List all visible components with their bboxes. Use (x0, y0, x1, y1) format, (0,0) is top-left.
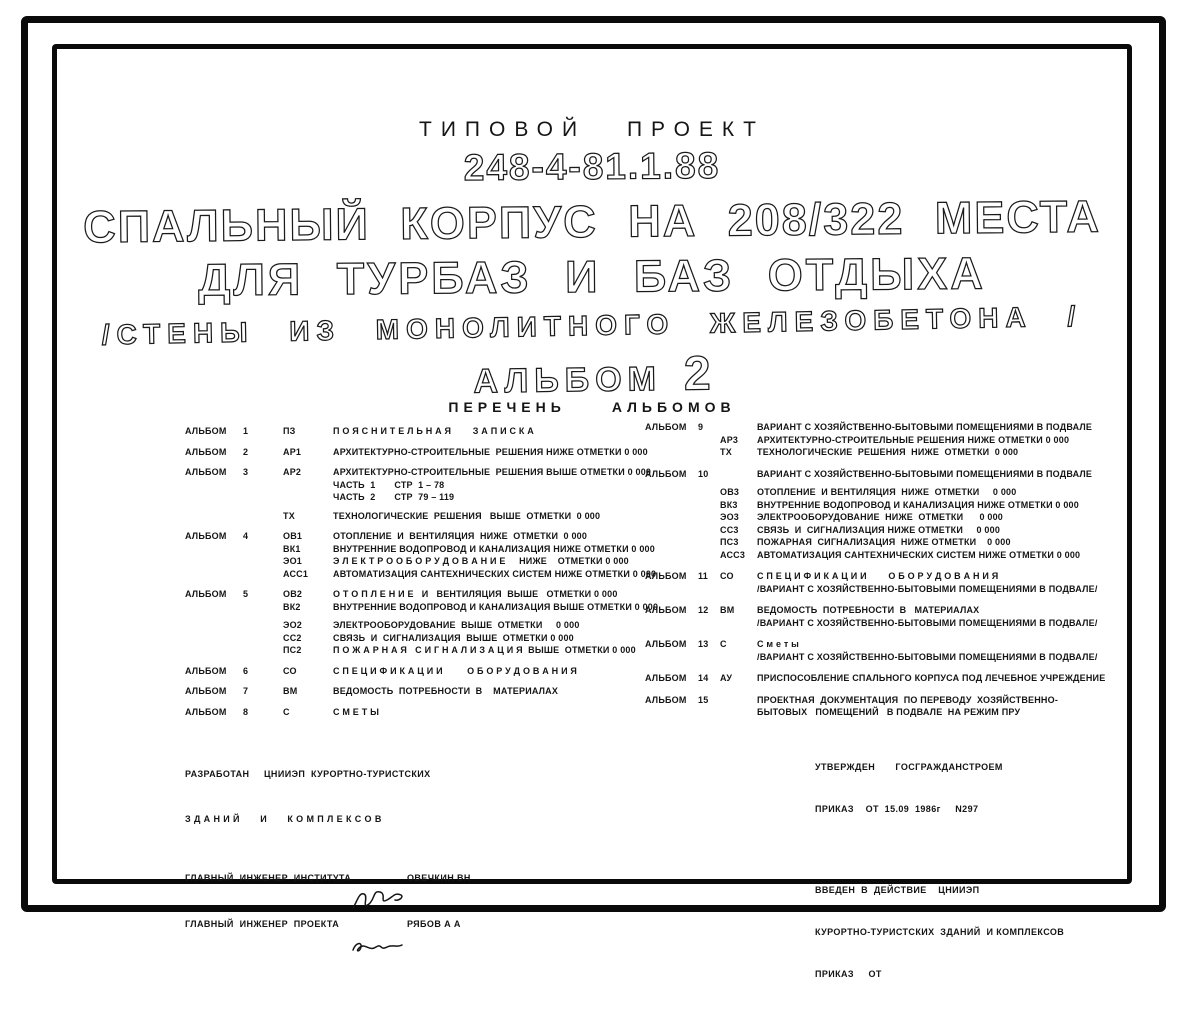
album-description: ВАРИАНТ С ХОЗЯЙСТВЕННО-БЫТОВЫМИ ПОМЕЩЕНИЯМИ В ПОДВАЛЕ (757, 468, 1093, 479)
album-row (645, 570, 1097, 583)
album-label: АЛЬБОМ (185, 446, 227, 457)
album-number: 7 (243, 686, 249, 696)
album-row (185, 543, 655, 556)
album-label: АЛЬБОМ (185, 467, 227, 477)
album-entry-2 (185, 446, 648, 459)
album-row (645, 617, 1097, 630)
album-description: С П Е Ц И Ф И К А Ц И И О Б О Р У Д О В А Н И Я (757, 571, 999, 581)
album-label: АЛЬБОМ (185, 589, 227, 599)
album-description: ПОЖАРНАЯ СИГНАЛИЗАЦИЯ НИЖЕ ОТМЕТКИ 0 000 (757, 537, 1011, 547)
album-description: П О Я С Н И Т Е Л Ь Н А Я З А П И С К А (333, 426, 534, 436)
title-line-1: СПАЛЬНЫЙ КОРПУС НА 208/322 МЕСТА (82, 190, 1102, 253)
album-number: 15 (698, 694, 709, 705)
album-code: АСС1 (283, 568, 309, 579)
album-row (185, 665, 617, 678)
approval-block (815, 732, 1064, 1009)
album-code: ВМ (283, 686, 298, 696)
album-row (645, 421, 1097, 434)
album-row (185, 510, 617, 523)
album-row (645, 434, 1097, 447)
album-row (645, 511, 1097, 524)
album-code: ЭО3 (720, 512, 740, 522)
album-label: АЛЬБОМ (185, 706, 227, 717)
chief-engineer-project-name: РЯБОВ А А (407, 918, 461, 929)
album-description: /ВАРИАНТ С ХОЗЯЙСТВЕННО-БЫТОВЫМИ ПОМЕЩЕНИЯМИ В ПОДВАЛЕ/ (757, 583, 1098, 594)
albums-list-heading (0, 399, 1184, 415)
album-number: 4 (243, 531, 249, 541)
album-number: 14 (698, 673, 709, 683)
album-entry-3 (185, 466, 652, 522)
album-description: АРХИТЕКТУРНО-СТРОИТЕЛЬНЫЕ РЕШЕНИЯ ВЫШЕ ОТМЕТКИ 0 000 (333, 467, 652, 477)
album-row (185, 588, 617, 601)
list-heading-word-2: АЛЬБОМОВ (611, 399, 736, 415)
album-description: П О Ж А Р Н А Я С И Г Н А Л И З А Ц И Я ВЫШЕ ОТМЕТКИ 0 000 (333, 645, 636, 655)
subtitle: /СТЕНЫ ИЗ МОНОЛИТНОГО ЖЕЛЕЗОБЕТОНА / (101, 300, 1083, 351)
album-number: 1 (243, 426, 249, 436)
album-number: 11 (698, 571, 708, 581)
album-entry-9 (645, 421, 1097, 459)
album-row (185, 568, 657, 581)
album-code: ПС2 (283, 645, 302, 655)
album-description: ПРИСПОСОБЛЕНИЕ СПАЛЬНОГО КОРПУСА ПОД ЛЕЧЕБНОЕ УЧРЕЖДЕНИЕ (757, 673, 1106, 683)
album-entry-15 (645, 694, 1097, 719)
album-code: АУ (720, 673, 733, 683)
album-entry-6 (185, 665, 617, 678)
album-row (645, 499, 1097, 512)
album-description: ТЕХНОЛОГИЧЕСКИЕ РЕШЕНИЯ НИЖЕ ОТМЕТКИ 0 000 (757, 447, 1019, 457)
album-heading-number: 2 (683, 347, 711, 401)
album-code: ОВ1 (283, 531, 303, 541)
title-line-2: ДЛЯ ТУРБАЗ И БАЗ ОТДЫХА (198, 247, 986, 306)
album-label: АЛЬБОМ (645, 605, 687, 615)
album-row (185, 601, 659, 614)
album-entry-12 (645, 604, 1097, 629)
approval-gap (815, 844, 1064, 855)
album-code: ВМ (720, 605, 735, 615)
album-code: АР1 (283, 446, 302, 457)
albums-column-right (645, 421, 1106, 728)
approval-line-4: КУРОРТНО-ТУРИСТСКИХ ЗДАНИЙ И КОМПЛЕКСОВ (815, 927, 1065, 937)
document-type-label: ТИПОВОЙ ПРОЕКТ (419, 118, 765, 141)
album-number: 6 (243, 665, 249, 676)
album-description: /ВАРИАНТ С ХОЗЯЙСТВЕННО-БЫТОВЫМИ ПОМЕЩЕНИЯМИ В ПОДВАЛЕ/ (757, 651, 1098, 662)
album-entry-8 (185, 706, 617, 719)
album-description: ВАРИАНТ С ХОЗЯЙСТВЕННО-БЫТОВЫМИ ПОМЕЩЕНИЯМИ В ПОДВАЛЕ (757, 422, 1093, 432)
album-entry-7 (185, 685, 617, 698)
album-description: С П Е Ц И Ф И К А Ц И И О Б О Р У Д О В А Н И Я (333, 665, 578, 676)
album-code: ВК3 (720, 499, 738, 510)
album-description: С м е т ы (757, 639, 800, 649)
album-description: О Т О П Л Е Н И Е И ВЕНТИЛЯЦИЯ ВЫШЕ ОТМЕТКИ 0 000 (333, 589, 618, 599)
album-code: ЭО2 (283, 620, 303, 630)
album-row (185, 632, 617, 645)
album-row (645, 468, 1097, 481)
album-description: АРХИТЕКТУРНО-СТРОИТЕЛЬНЫЕ РЕШЕНИЯ НИЖЕ ОТМЕТКИ 0 000 (757, 434, 1070, 445)
album-row (645, 638, 1097, 651)
album-description: ЭЛЕКТРООБОРУДОВАНИЕ ВЫШЕ ОТМЕТКИ 0 000 (333, 620, 580, 630)
album-label: АЛЬБОМ (645, 571, 687, 581)
album-row (645, 651, 1097, 664)
signature-ovechkin-icon (349, 858, 407, 884)
signature-ryabov-icon (349, 904, 407, 930)
album-code: ПС3 (720, 537, 739, 547)
album-row (645, 583, 1097, 596)
album-description: С М Е Т Ы (333, 706, 380, 717)
album-row (645, 549, 1097, 562)
album-description: /ВАРИАНТ С ХОЗЯЙСТВЕННО-БЫТОВЫМИ ПОМЕЩЕНИЯМИ В ПОДВАЛЕ/ (757, 617, 1098, 628)
album-label: АЛЬБОМ (645, 422, 687, 432)
album-row (185, 685, 617, 698)
album-code: ВК1 (283, 543, 301, 554)
album-label: АЛЬБОМ (645, 673, 687, 683)
album-number: 5 (243, 589, 249, 599)
project-number: 248-4-81.1.88 (463, 144, 721, 189)
album-row (645, 672, 1106, 685)
album-code: АР3 (720, 434, 739, 445)
album-row (645, 524, 1097, 537)
album-row (185, 706, 617, 719)
album-entry-13 (645, 638, 1097, 663)
album-label: АЛЬБОМ (185, 686, 227, 696)
album-description: ЧАСТЬ 1 СТР 1 – 78 (333, 479, 445, 490)
album-row (185, 466, 652, 479)
album-description: ЧАСТЬ 2 СТР 79 – 119 (333, 492, 455, 502)
album-row (645, 694, 1097, 707)
album-code: ОВ3 (720, 487, 740, 497)
album-label: АЛЬБОМ (185, 531, 227, 541)
album-description: ВНУТРЕННИЕ ВОДОПРОВОД И КАНАЛИЗАЦИЯ НИЖЕ ОТМЕТКИ 0 000 (757, 499, 1079, 510)
album-row (645, 486, 1097, 499)
album-row (185, 425, 617, 438)
album-entry-14 (645, 672, 1106, 685)
album-label: АЛЬБОМ (185, 426, 227, 436)
album-code: ТХ (720, 447, 732, 457)
developer-line-2: З Д А Н И Й И К О М П Л Е К С О В (185, 814, 382, 824)
album-description: ВНУТРЕННИЕ ВОДОПРОВОД И КАНАЛИЗАЦИЯ ВЫШЕ ОТМЕТКИ 0 000 (333, 601, 659, 612)
album-code: ВК2 (283, 601, 301, 612)
list-heading-word-1: ПЕРЕЧЕНЬ (448, 399, 566, 415)
album-description: ОТОПЛЕНИЕ И ВЕНТИЛЯЦИЯ НИЖЕ ОТМЕТКИ 0 000 (333, 531, 588, 541)
album-entry-11 (645, 570, 1097, 595)
album-description: АРХИТЕКТУРНО-СТРОИТЕЛЬНЫЕ РЕШЕНИЯ НИЖЕ ОТМЕТКИ 0 000 (333, 446, 648, 457)
album-entry-1 (185, 425, 617, 438)
album-row (645, 446, 1097, 459)
approval-line-3: ВВЕДЕН В ДЕЙСТВИЕ ЦНИИЭП (815, 885, 980, 895)
album-label: АЛЬБОМ (645, 639, 687, 649)
album-number: 12 (698, 605, 709, 615)
album-row (185, 491, 617, 504)
album-row (185, 530, 617, 543)
album-description: ПРОЕКТНАЯ ДОКУМЕНТАЦИЯ ПО ПЕРЕВОДУ ХОЗЯЙСТВЕННО- (757, 694, 1059, 705)
album-label: АЛЬБОМ (185, 665, 227, 676)
chief-engineer-institute-row (185, 870, 471, 886)
album-code: СО (720, 571, 734, 581)
album-row (185, 446, 648, 459)
album-row (185, 619, 617, 632)
album-row (645, 706, 1097, 719)
album-description: ВНУТРЕННИЕ ВОДОПРОВОД И КАНАЛИЗАЦИЯ НИЖЕ ОТМЕТКИ 0 000 (333, 543, 655, 554)
album-code: АР2 (283, 467, 302, 477)
album-description: СВЯЗЬ И СИГНАЛИЗАЦИЯ НИЖЕ ОТМЕТКИ 0 000 (757, 524, 1001, 535)
chief-engineer-project-label: ГЛАВНЫЙ ИНЖЕНЕР ПРОЕКТА (185, 918, 340, 929)
developer-block (185, 737, 471, 962)
album-description: ТЕХНОЛОГИЧЕСКИЕ РЕШЕНИЯ ВЫШЕ ОТМЕТКИ 0 000 (333, 510, 601, 521)
chief-engineer-project-row (185, 916, 471, 932)
album-code: АСС3 (720, 549, 746, 560)
album-code: С (720, 639, 727, 649)
album-entry-5 (185, 588, 659, 657)
album-label: АЛЬБОМ (645, 468, 687, 479)
album-code: С (283, 706, 290, 717)
chief-engineer-institute-label: ГЛАВНЫЙ ИНЖЕНЕР ИНСТИТУТА (185, 872, 352, 883)
album-entry-10 (645, 468, 1097, 562)
album-code: СС2 (283, 632, 302, 643)
album-code: ТХ (283, 510, 295, 521)
album-description: АВТОМАТИЗАЦИЯ САНТЕХНИЧЕСКИХ СИСТЕМ НИЖЕ ОТМЕТКИ 0 000 (333, 568, 657, 579)
album-row (185, 479, 617, 492)
approval-line-2: ПРИКАЗ ОТ 15.09 1986г N297 (815, 804, 979, 814)
albums-column-left (185, 425, 659, 726)
approval-line-5: ПРИКАЗ ОТ (815, 969, 882, 979)
album-row (645, 536, 1097, 549)
album-number: 13 (698, 639, 709, 649)
album-description: ВЕДОМОСТЬ ПОТРЕБНОСТИ В МАТЕРИАЛАХ (333, 686, 559, 696)
developer-line-1: РАЗРАБОТАН ЦНИИЭП КУРОРТНО-ТУРИСТСКИХ (185, 769, 431, 779)
album-number: 8 (243, 706, 249, 717)
album-code: ЭО1 (283, 556, 303, 566)
album-row (645, 604, 1097, 617)
album-description: БЫТОВЫХ ПОМЕЩЕНИЙ В ПОДВАЛЕ НА РЕЖИМ ПРУ (757, 707, 1021, 717)
album-description: АВТОМАТИЗАЦИЯ САНТЕХНИЧЕСКИХ СИСТЕМ НИЖЕ ОТМЕТКИ 0 000 (757, 549, 1081, 560)
album-description: ЭЛЕКТРООБОРУДОВАНИЕ НИЖЕ ОТМЕТКИ 0 000 (757, 512, 1003, 522)
album-entry-4 (185, 530, 657, 580)
album-description: Э Л Е К Т Р О О Б О Р У Д О В А Н И Е НИЖЕ ОТМЕТКИ 0 000 (333, 556, 629, 566)
album-number: 2 (243, 446, 249, 457)
album-number: 9 (698, 422, 704, 432)
album-code: СО (283, 665, 297, 676)
chief-engineer-institute-name: ОВЕЧКИН ВН (407, 872, 471, 883)
album-description: ВЕДОМОСТЬ ПОТРЕБНОСТИ В МАТЕРИАЛАХ (757, 605, 980, 615)
album-code: СС3 (720, 524, 739, 535)
album-code: ОВ2 (283, 589, 303, 599)
album-number: 10 (698, 468, 709, 479)
album-label: АЛЬБОМ (645, 694, 687, 705)
album-description: СВЯЗЬ И СИГНАЛИЗАЦИЯ ВЫШЕ ОТМЕТКИ 0 000 (333, 632, 574, 643)
album-description: ОТОПЛЕНИЕ И ВЕНТИЛЯЦИЯ НИЖЕ ОТМЕТКИ 0 000 (757, 487, 1017, 497)
album-code: ПЗ (283, 426, 296, 436)
album-number: 3 (243, 467, 249, 477)
album-row (185, 555, 629, 568)
approval-line-1: УТВЕРЖДЕН ГОСГРАЖДАНСТРОЕМ (815, 762, 1003, 772)
album-row (185, 644, 636, 657)
album-heading-label: АЛЬБОМ (473, 360, 663, 401)
